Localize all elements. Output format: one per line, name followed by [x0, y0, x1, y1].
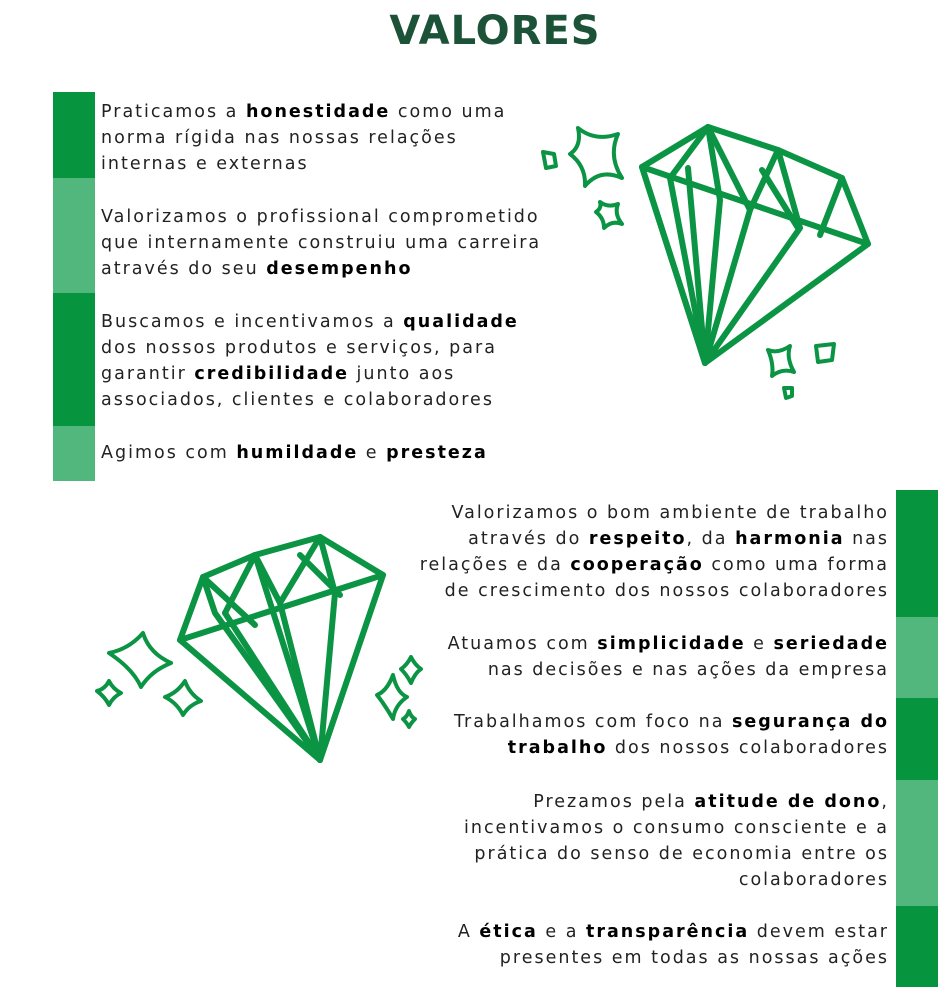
value-text: presentes em todas as nossas ações: [499, 948, 889, 968]
value-text: colaboradores: [738, 870, 889, 890]
value-item: [458, 919, 889, 971]
value-text: Atuamos com: [447, 634, 598, 654]
value-text: nas: [844, 529, 889, 549]
value-keyword: cooperação: [570, 555, 704, 575]
accent-bar: [896, 698, 938, 780]
value-text: internas e externas: [101, 154, 309, 174]
value-keyword: trabalho: [507, 738, 608, 758]
diamond-icon: [95, 525, 435, 775]
value-text: dos nossos colaboradores: [607, 738, 889, 758]
page-title: VALORES: [389, 8, 601, 54]
sparkle-icon: [543, 152, 556, 168]
value-item: [448, 631, 889, 683]
value-text: que internamente construiu uma carreira: [101, 233, 542, 253]
value-text: Valorizamos o bom ambiente de trabalho: [451, 503, 889, 523]
value-text: garantir: [101, 364, 195, 384]
value-keyword: ética: [479, 922, 538, 942]
value-text: como uma: [390, 102, 507, 122]
sparkle-icon: [570, 128, 622, 186]
value-keyword: segurança do: [732, 712, 889, 732]
accent-bar: [896, 617, 938, 698]
value-item: [101, 204, 541, 282]
sparkle-icon: [596, 202, 622, 228]
value-item: [464, 789, 889, 893]
value-text: junto aos: [348, 364, 456, 384]
accent-bar: [896, 490, 938, 617]
sparkle-icon: [784, 388, 792, 398]
value-item: [454, 709, 889, 761]
value-text: incentivamos o consumo consciente e a: [463, 818, 889, 838]
value-keyword: credibilidade: [194, 364, 349, 384]
value-text: ,: [881, 792, 889, 812]
accent-bar: [896, 780, 938, 906]
value-keyword: respeito: [588, 529, 687, 549]
value-keyword: atitude de dono: [694, 792, 882, 812]
accent-bar: [896, 906, 938, 987]
value-text: nas decisões e nas ações da empresa: [487, 660, 889, 680]
value-text: Buscamos e incentivamos a: [101, 312, 404, 332]
value-keyword: qualidade: [403, 312, 519, 332]
sparkle-icon: [816, 344, 834, 362]
value-text: relações e da: [419, 555, 571, 575]
value-keyword: presteza: [386, 443, 488, 463]
value-text: norma rígida nas nossas relações: [101, 128, 458, 148]
value-keyword: harmonia: [735, 529, 845, 549]
value-text: através do: [468, 529, 589, 549]
accent-bar: [53, 92, 95, 178]
value-text: Agimos com: [101, 443, 237, 463]
value-text: e: [745, 634, 774, 654]
sparkle-icon: [97, 681, 121, 705]
value-text: Prezamos pela: [533, 792, 695, 812]
value-text: como uma forma: [703, 555, 889, 575]
sparkle-icon: [403, 711, 415, 727]
value-text: , da: [686, 529, 736, 549]
value-item: [420, 500, 889, 604]
value-text: e: [358, 443, 387, 463]
value-text: associados, clientes e colaboradores: [101, 390, 494, 410]
value-text: através do seu: [101, 259, 267, 279]
sparkle-icon: [768, 346, 794, 376]
value-text: dos nossos produtos e serviços, para: [101, 338, 497, 358]
sparkle-icon: [401, 657, 421, 683]
value-keyword: desempenho: [266, 259, 413, 279]
value-text: Valorizamos o profissional comprometido: [101, 207, 540, 227]
accent-bar: [53, 293, 95, 426]
value-item: [101, 99, 506, 177]
value-text: e a: [537, 922, 586, 942]
value-text: devem estar: [749, 922, 889, 942]
value-text: Trabalhamos com foco na: [453, 712, 732, 732]
value-keyword: humildade: [236, 443, 359, 463]
value-text: Praticamos a: [101, 102, 246, 122]
accent-bar: [53, 178, 95, 293]
value-item: [101, 309, 519, 413]
value-keyword: seriedade: [773, 634, 889, 654]
accent-bar: [53, 426, 95, 481]
value-text: A: [457, 922, 480, 942]
value-keyword: transparência: [586, 922, 750, 942]
diamond-icon: [530, 110, 890, 410]
value-keyword: honestidade: [245, 102, 391, 122]
sparkle-icon: [165, 681, 201, 715]
value-keyword: simplicidade: [597, 634, 746, 654]
sparkle-icon: [377, 675, 407, 719]
value-item: [101, 440, 488, 466]
value-text: prática do senso de economia entre os: [474, 844, 889, 864]
value-text: de crescimento dos nossos colaboradores: [444, 581, 889, 601]
sparkle-icon: [109, 633, 171, 687]
